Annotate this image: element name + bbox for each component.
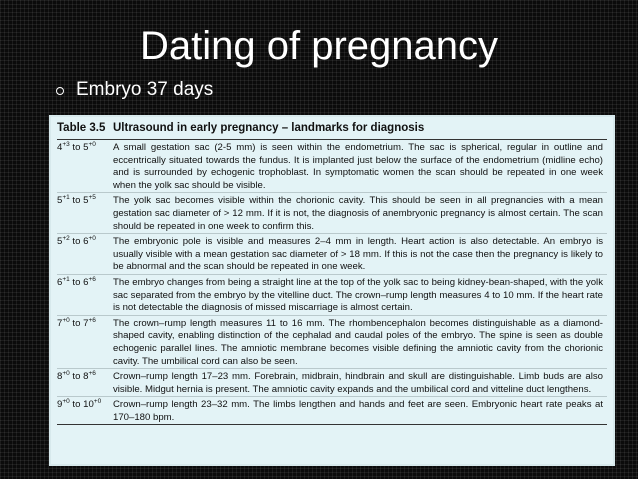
gestation-from: 6 xyxy=(57,276,63,288)
landmark-description: A small gestation sac (2-5 mm) is seen within the endometrium. The sac is spherical, regular in outline and eccentrically situated towards the fundus. It is implanted just below the surface of the endometrium (midline echo) and is surrounded by echogenic trophoblast. In symptomatic women the scan should be repeated in one week when the yolk sac should be visible. xyxy=(113,142,603,191)
gestation-to-sup: +0 xyxy=(93,398,102,406)
table-row xyxy=(57,397,607,425)
bullet-item xyxy=(56,78,213,102)
landmark-description: Crown–rump length 17–23 mm. Forebrain, midbrain, hindbrain and skull are distinguishable. Limb buds are also visible. Midgut hernia is present. The amniotic cavity expands and the umbilical cord and vitteline duct lengthens. xyxy=(113,371,603,395)
gestation-from-sup: +0 xyxy=(62,369,70,377)
gestation-sep: to xyxy=(69,371,84,383)
gestation-from: 5 xyxy=(57,236,63,248)
table-header xyxy=(57,121,607,140)
gestation-sep: to xyxy=(69,317,84,329)
gestation-from-sup: +0 xyxy=(62,316,70,324)
gestation-to: 7 xyxy=(83,317,89,329)
gestation-range xyxy=(57,399,113,424)
gestation-range xyxy=(57,277,113,315)
gestation-to: 8 xyxy=(83,371,89,383)
bullet-point-icon xyxy=(56,87,64,95)
table-row xyxy=(57,316,607,369)
landmark-description: The embryonic pole is visible and measures 2–4 mm in length. Heart action is also detectable. An embryo is usually visible with a mean gestation sac diameter of > 18 mm. If this is not the case then the pregnancy is likely to be abnormal and the scan should be repeated in one week. xyxy=(113,236,603,273)
gestation-from-sup: +1 xyxy=(62,194,70,202)
table-row xyxy=(57,193,607,234)
gestation-sep: to xyxy=(69,276,84,288)
gestation-to-sup: +6 xyxy=(88,316,96,324)
gestation-range xyxy=(57,142,113,192)
gestation-to-sup: +0 xyxy=(88,140,96,148)
gestation-to: 5 xyxy=(83,142,89,153)
gestation-to: 6 xyxy=(83,276,89,288)
gestation-range xyxy=(57,195,113,233)
gestation-from: 5 xyxy=(57,195,63,207)
gestation-from: 9 xyxy=(57,399,63,411)
ultrasound-landmarks-table xyxy=(51,117,613,464)
landmark-description: The embryo changes from being a straight line at the top of the yolk sac to being kidney-bean-shaped, with the yolk sac separated from the embryo by the vitelline duct. The crown–rump length measures 4 to 10 mm. If the heart rate is not detectable the diagnosis of missed miscarriage is almost certain. xyxy=(113,276,603,314)
gestation-from-sup: +3 xyxy=(62,140,70,148)
gestation-from-sup: +0 xyxy=(62,398,70,406)
gestation-to: 10 xyxy=(83,399,94,411)
table-row xyxy=(57,234,607,275)
table-number: Table 3.5 xyxy=(57,122,106,134)
gestation-to: 5 xyxy=(83,195,89,207)
gestation-from-sup: +2 xyxy=(62,234,70,242)
gestation-from-sup: +1 xyxy=(62,275,70,283)
gestation-range xyxy=(57,371,113,396)
gestation-to: 6 xyxy=(83,236,89,248)
bullet-text: Embryo 37 days xyxy=(76,79,214,100)
gestation-to-sup: +6 xyxy=(88,275,96,283)
slide-title: Dating of pregnancy xyxy=(139,24,498,68)
table-row xyxy=(57,369,607,397)
gestation-to-sup: +5 xyxy=(88,194,96,202)
gestation-to-sup: +6 xyxy=(88,369,96,377)
landmark-description: Crown–rump length 23–32 mm. The limbs lengthen and hands and feet are seen. Embryonic heart rate peaks at 170–180 bpm. xyxy=(113,399,603,423)
gestation-to-sup: +0 xyxy=(88,234,96,242)
landmark-description: The crown–rump length measures 11 to 16 mm. The rhombencephalon becomes distinguishable as a diamond-shaped cavity, enabling distinction of the cephalad and caudal poles of the embryo. The spine is seen as double echogenic parallel lines. The amniotic membrane becomes visible defining the amniotic cavity from the chorionic cavity. The umbilical cord can also be seen. xyxy=(113,317,603,367)
table-body xyxy=(57,140,607,425)
gestation-sep: to xyxy=(69,195,84,207)
table-row xyxy=(57,275,607,316)
table-row xyxy=(57,140,607,193)
gestation-range xyxy=(57,236,113,274)
gestation-sep: to xyxy=(69,399,84,411)
gestation-from: 7 xyxy=(57,317,63,329)
gestation-from: 8 xyxy=(57,371,63,383)
gestation-from: 4 xyxy=(57,142,63,153)
gestation-sep: to xyxy=(69,142,84,153)
gestation-range xyxy=(57,318,113,368)
landmark-description: The yolk sac becomes visible within the chorionic cavity. This should be seen in all pregnancies with a mean gestation sac diameter of > 12 mm. If it is not, the diagnosis of anembryonic pregnancy is almost certain. The scan should be repeated in one week to confirm this. xyxy=(113,195,603,232)
table-caption: Ultrasound in early pregnancy – landmarks for diagnosis xyxy=(113,122,425,134)
gestation-sep: to xyxy=(69,236,84,248)
